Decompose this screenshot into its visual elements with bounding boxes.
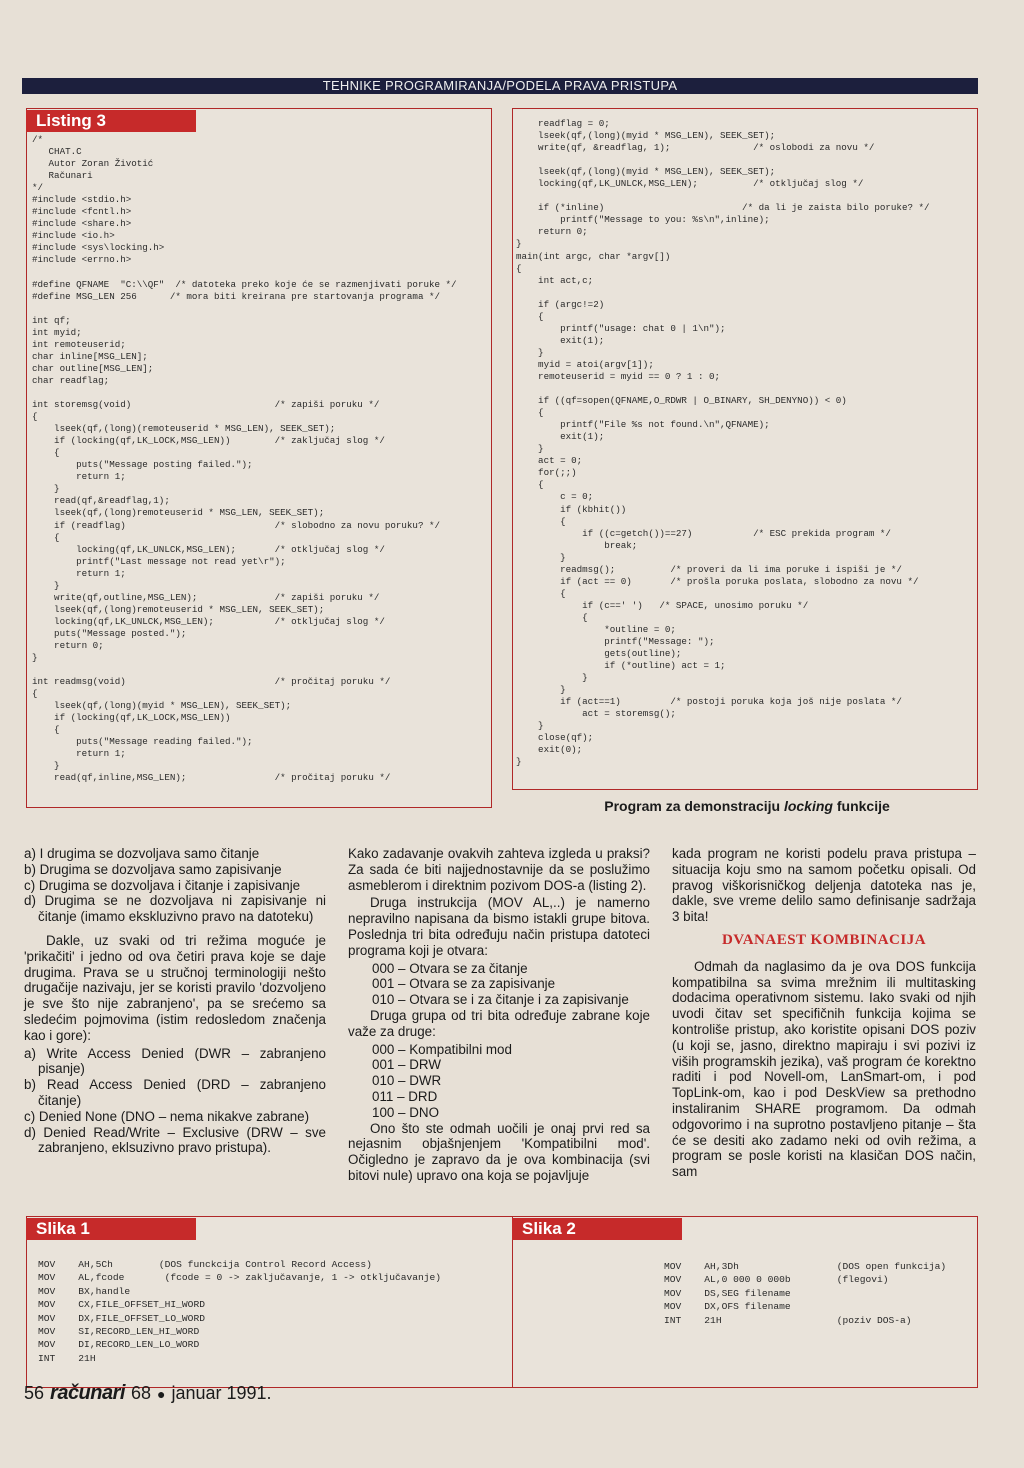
text-column-2 xyxy=(348,846,650,1186)
list-item: 001 – DRW xyxy=(372,1057,441,1073)
paragraph: Druga instrukcija (MOV AL,..) je namerno nepravilno napisana da bismo istakli grupe bitova. Poslednja tri bita određuju način pristupa datoteci programa koji je otvara: xyxy=(348,895,650,958)
figure-label-2: Slika 2 xyxy=(512,1218,682,1240)
section-header: TEHNIKE PROGRAMIRANJA/PODELA PRAVA PRISTUPA xyxy=(22,78,978,94)
bullet-icon: ● xyxy=(157,1386,166,1402)
list-item: 001 – Otvara se za zapisivanje xyxy=(372,976,556,992)
text-column-1 xyxy=(24,846,326,1156)
list-item: d) Drugima se ne dozvoljava ni zapisivanje ni čitanje (imamo ekskluzivno pravo na datoteku) xyxy=(24,893,326,925)
figure-code-1: MOV AH,5Ch (DOS funckcija Control Record Access) MOV AL,fcode (fcode = 0 -> zaključavanje, 1 -> otključavanje) MOV BX,handle MOV CX,FILE_OFFSET_HI_WORD MOV DX,FILE_OFFSET_LO_WORD MOV SI,RECORD_LEN_HI_WORD MOV DI,RECORD_LEN_LO_WORD INT 21H xyxy=(38,1259,442,1364)
paragraph: kada program ne koristi podelu prava pristupa – situacija koju smo na samom početku opisali. Od pravog viškorisničkog deljenja datoteka nas je, dakle, sve vreme delilo samo definisanje sadržaja 3 bita! xyxy=(672,846,976,925)
paragraph: Dakle, uz svaki od tri režima moguće je 'prikačiti' i jedno od ova četiri prava koje se daje drugima. Prava se u stručnoj terminologiji nešto drugačije nazivaju, jer se koristi pravilo 'dozvoljeno je sve što nije zabranjeno', pa se srećemo sa sledećim pojmovima (istim redosledom značenja kao i gore): xyxy=(24,932,326,1043)
access-list-1 xyxy=(24,846,326,925)
section-subheading: DVANAEST KOMBINACIJA xyxy=(721,931,927,948)
text-column-3 xyxy=(672,846,976,1182)
list-item: c) Denied None (DNO – nema nikakve zabrane) xyxy=(24,1108,310,1124)
list-item: 100 – DNO xyxy=(372,1104,439,1120)
list-item: d) Denied Read/Write – Exclusive (DRW – sve zabranjeno, eklsuzivno pravo pristupa). xyxy=(24,1124,326,1156)
issue-date: januar 1991. xyxy=(171,1383,272,1403)
paragraph: Kako zadavanje ovakvih zahteva izgleda u praksi? Za sada će biti najjednostavnije da se poslužimo asmeblerom i direktnim pozivom DOS-a (listing 2). xyxy=(348,846,650,893)
list-item: b) Drugima se dozvoljava samo zapisivanje xyxy=(24,861,282,877)
page-footer xyxy=(24,1382,272,1405)
bit-list-1 xyxy=(348,961,650,1008)
list-item: 010 – Otvara se i za čitanje i za zapisivanje xyxy=(372,992,629,1008)
listing-code-right: readflag = 0; lseek(qf,(long)(myid * MSG_LEN), SEEK_SET); write(qf, &readflag, 1); /* oslobodi za novu */ lseek(qf,(long)(myid * MSG_LEN), SEEK_SET); locking(qf,LK_UNLCK,MSG_LEN); /* otključaj slog */ if (*inline) /* da li je zaista bilo poruke? */ printf("Message to you: %s\n",inline); return 0; } main(int argc, char *argv[]) { int act,c; if (argc!=2) { printf("usage: chat 0 | 1\n"); exit(1); } myid = atoi(argv[1]); remoteuserid = myid == 0 ? 1 : 0; if ((qf=sopen(QFNAME,O_RDWR | O_BINARY, SH_DENYNO)) < 0) { printf("File %s not found.\n",QFNAME); exit(1); } act = 0; for(;;) { c = 0; if (kbhit()) { if ((c=getch())==27) /* ESC prekida program */ break; } readmsg(); /* proveri da li ima poruke i ispiši je */ if (act == 0) /* prošla poruka poslata, slobodno za novu */ { if (c==' ') /* SPACE, unosimo poruku */ { *outline = 0; printf("Message: "); gets(outline); if (*outline) act = 1; } } if (act==1) /* postoji poruka koja još nije poslata */ act = storemsg(); } close(qf); exit(0); } xyxy=(516,118,930,768)
paragraph: Ono što ste odmah uočili je onaj prvi red sa nejasnim objašnjenjem 'Kompatibilni mod'. Očigledno je zapravo da je ova kombinacija (svi bitovi nule) upravo ona koja se pojavljuje xyxy=(348,1120,650,1183)
figure-code-2: MOV AH,3Dh (DOS open funkcija) MOV AL,0 000 0 000b (flegovi) MOV DS,SEG filename MOV DX,OFS filename INT 21H (poziv DOS-a) xyxy=(664,1261,947,1326)
list-item: 010 – DWR xyxy=(372,1073,442,1089)
list-item: 011 – DRD xyxy=(372,1088,438,1104)
listing-label: Listing 3 xyxy=(26,110,196,132)
list-item: c) Drugima se dozvoljava i čitanje i zapisivanje xyxy=(24,877,301,893)
figure-label-1: Slika 1 xyxy=(26,1218,196,1240)
access-list-2 xyxy=(24,1046,326,1157)
bit-list-2 xyxy=(348,1042,650,1121)
listing-caption: Program za demonstraciju locking funkcije xyxy=(604,798,890,814)
issue-number: 68 xyxy=(130,1383,151,1403)
paragraph: Druga grupa od tri bita određuje zabrane koje važe za druge: xyxy=(348,1007,650,1039)
magazine-logo: računari xyxy=(50,1382,125,1404)
list-item: b) Read Access Denied (DRD – zabranjeno čitanje) xyxy=(24,1077,326,1108)
list-item: a) I drugima se dozvoljava samo čitanje xyxy=(24,846,260,861)
page-number: 56 xyxy=(24,1383,45,1403)
listing-code-left: /* CHAT.C Autor Zoran Životić Računari */ #include <stdio.h> #include <fcntl.h> #include <share.h> #include <io.h> #include <sys\locking.h> #include <errno.h> #define QFNAME "C:\\QF" /* datoteka preko koje će se razmenjivati poruke */ #define MSG_LEN 256 /* mora biti kreirana pre startovanja programa */ int qf; int myid; int remoteuserid; char inline[MSG_LEN]; char outline[MSG_LEN]; char readflag; int storemsg(void) /* zapiši poruku */ { lseek(qf,(long)(remoteuserid * MSG_LEN), SEEK_SET); if (locking(qf,LK_LOCK,MSG_LEN)) /* zaključaj slog */ { puts("Message posting failed."); return 1; } read(qf,&readflag,1); lseek(qf,(long)remoteuserid * MSG_LEN, SEEK_SET); if (readflag) /* slobodno za novu poruku? */ { locking(qf,LK_UNLCK,MSG_LEN); /* otključaj slog */ printf("Last message not read yet\r"); return 1; } write(qf,outline,MSG_LEN); /* zapiši poruku */ lseek(qf,(long)remoteuserid * MSG_LEN, SEEK_SET); locking(qf,LK_UNLCK,MSG_LEN); /* otključaj slog */ puts("Message posted."); return 0; } int readmsg(void) /* pročitaj poruku */ { lseek(qf,(long)(myid * MSG_LEN), SEEK_SET); if (locking(qf,LK_LOCK,MSG_LEN)) { puts("Message reading failed."); return 1; } read(qf,inline,MSG_LEN); /* pročitaj poruku */ xyxy=(32,134,457,784)
list-item: a) Write Access Denied (DWR – zabranjeno pisanje) xyxy=(24,1045,326,1077)
list-item: 000 – Kompatibilni mod xyxy=(372,1041,512,1057)
list-item: 000 – Otvara se za čitanje xyxy=(372,960,528,976)
paragraph: Odmah da naglasimo da je ova DOS funkcija kompatibilna sa svima mrežnim ili multitasking dodacima operativnom sistemu. Iako svaki od njih uvodi čitav set specifičnih funkcija kojima se kontroliše pristup, ako koristite opisani DOS poziv (u koji se, jasno, direktno mapiraju i svi pozivi iz viših programskih jezika), vaš program će korektno raditi i pod Novell-om, LanSmart-om, i pod TopLink-om, kao i pod DeskView sa prethodno instaliranim SHARE programom. Da odmah odgovorimo i na suprotno postavljeno pitanje – šta će se desiti ako zadamo neki od ovih režima, a program se posle koristi na klasičan DOS način, sam xyxy=(672,958,976,1180)
